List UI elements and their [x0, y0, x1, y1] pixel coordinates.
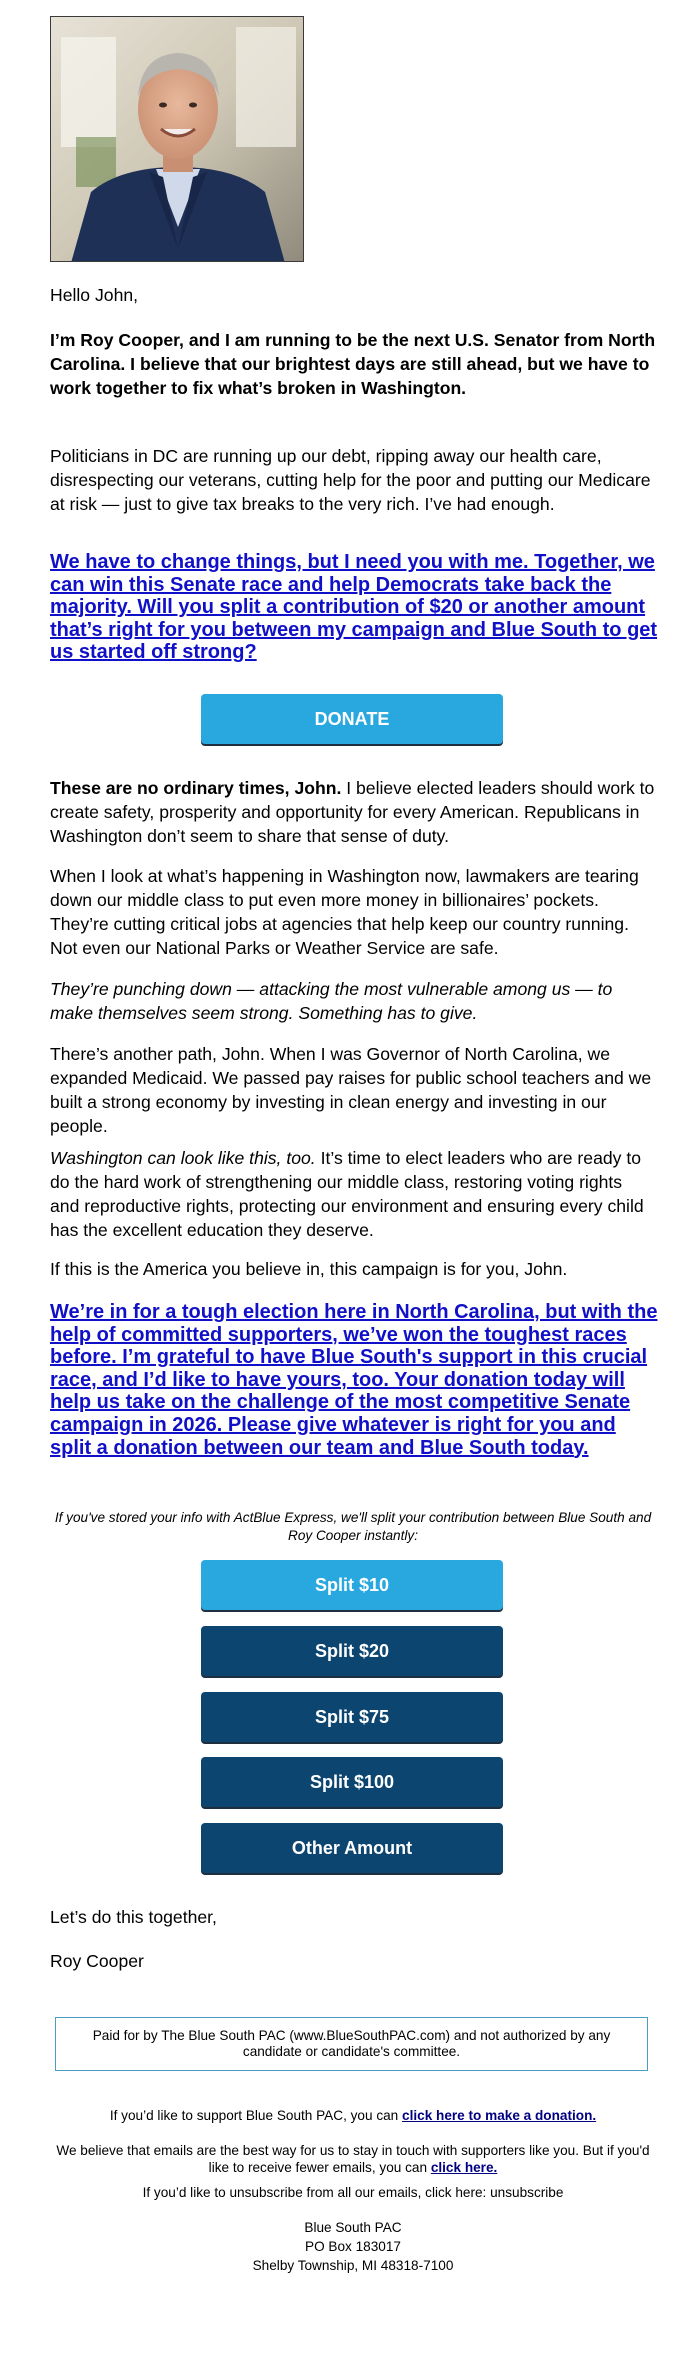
look-like-this-lead: Washington can look like this, too.	[50, 1148, 316, 1168]
ordinary-times-paragraph	[50, 776, 656, 848]
split-100-button[interactable]: Split $100	[201, 1757, 503, 1807]
punching-down-paragraph: They’re punching down — attacking the most vulnerable among us — to make themselves seem strong. Something has to give.	[50, 979, 613, 1023]
split-20-button[interactable]: Split $20	[201, 1626, 503, 1676]
support-prefix: If you’d like to support Blue South PAC, you can	[109, 2108, 403, 2123]
other-amount-button[interactable]: Other Amount	[201, 1823, 503, 1873]
address-box: PO Box 183017	[305, 2239, 401, 2254]
ordinary-times-rest: I believe elected leaders should work to create safety, prosperity and opportunity for every American. Republicans in Washington don’t seem to share that sense of duty.	[50, 778, 655, 846]
fewer-emails-prefix: We believe that emails are the best way for us to stay in touch with supporters like you. But if you'd like to receive fewer emails, you can	[56, 2143, 650, 2175]
support-line	[50, 2107, 656, 2124]
america-paragraph: If this is the America you believe in, this campaign is for you, John.	[50, 1259, 568, 1279]
actblue-express-note: If you've stored your info with ActBlue Express, we'll split your contribution between Blue South and Roy Cooper instantly:	[54, 1510, 652, 1543]
look-like-this-paragraph	[50, 1146, 656, 1242]
paid-for-text: Paid for by The Blue South PAC (www.BlueSouthPAC.com) and not authorized by any candidate or candidate's committee.	[92, 2028, 611, 2059]
signature: Roy Cooper	[50, 1951, 144, 1971]
washington-paragraph: When I look at what’s happening in Washington now, lawmakers are tearing down our middle class to put even more money in billionaires’ pockets. They’re cutting critical jobs at agencies that help keep our country running. Not even our National Parks or Weather Service are safe.	[50, 866, 639, 958]
tough-election-donate-link[interactable]: We’re in for a tough election here in North Carolina, but with the help of committed supporters, we’ve won the toughest races before. I’m grateful to have Blue South's support in this crucial race, and I’d like to have yours, too. Your donation today will help us take on the challenge of the most competitive Senate campaign in 2026. Please give whatever is right for you and split a donation between our team and Blue South today.	[50, 1301, 658, 1459]
greeting: Hello John,	[50, 285, 139, 305]
candidate-photo	[50, 16, 304, 262]
another-path-paragraph: There’s another path, John. When I was Governor of North Carolina, we expanded Medicaid. We passed pay raises for public school teachers and we built a strong economy by investing in clean energy and investing in our people.	[50, 1044, 652, 1136]
look-like-this-rest: It’s time to elect leaders who are ready to do the hard work of strengthening our middle class, restoring voting rights and reproductive rights, protecting our environment and ensuring every child has the excellent education they deserve.	[50, 1148, 644, 1240]
closing-line: Let’s do this together,	[50, 1907, 217, 1927]
make-donation-link[interactable]: click here to make a donation.	[402, 2108, 597, 2123]
split-10-button[interactable]: Split $10	[201, 1560, 503, 1610]
paid-for-disclaimer	[55, 2017, 648, 2071]
split-75-button[interactable]: Split $75	[201, 1692, 503, 1742]
address-name: Blue South PAC	[304, 2220, 402, 2235]
change-things-donate-link[interactable]: We have to change things, but I need you with me. Together, we can win this Senate race and help Democrats take back the majority. Will you split a contribution of $20 or another amount that’s right for you between my campaign and Blue South to get us started off strong?	[50, 551, 658, 664]
fewer-emails-link[interactable]: click here.	[430, 2160, 498, 2175]
donate-button[interactable]: DONATE	[201, 694, 503, 744]
ordinary-times-lead: These are no ordinary times, John.	[50, 778, 342, 798]
politicians-paragraph: Politicians in DC are running up our debt, ripping away our health care, disrespecting our veterans, cutting help for the poor and putting our Medicare at risk — just to give tax breaks to the very rich. I’ve had enough.	[50, 446, 651, 514]
intro-paragraph: I’m Roy Cooper, and I am running to be the next U.S. Senator from North Carolina. I believe that our brightest days are still ahead, but we have to work together to fix what’s broken in Washington.	[50, 330, 656, 398]
fewer-emails-line	[50, 2142, 656, 2176]
unsubscribe-line[interactable]: If you’d like to unsubscribe from all our emails, click here: unsubscribe	[142, 2185, 564, 2200]
address-city: Shelby Township, MI 48318-7100	[252, 2258, 454, 2273]
